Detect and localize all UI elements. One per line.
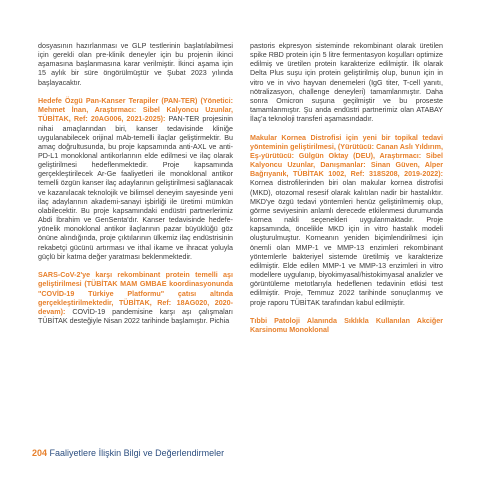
paragraph-text: Kornea distrofilerinden biri olan makular kornea distrofisi (MKD), otozomal resesif olarak kalıtılan nadir bir hastalıktır. MKD'ye özgü tedavi yöntemleri henüz geliştirilmemiş olup, görme seviyesinin anlamlı derecede etkilenmesi durumunda kornea nakli seçenekleri uygulanmaktadır. Proje kapsamında, öncelikle MKD için in vitro hastalık modeli oluşturulmuştur. Korneanın yeniden biçimlendirilmesi için önemli olan MMP-1 ve MMP-13 enzimleri rekombinant yöntemlerle bakteriyel sistemde üretilmiş ve karakterize edilmiştir. Elde edilen MMP-1 ve MMP-13 enzimleri in vitro modellere uygulanıp, biyokimyasal/histokimyasal analizler ve görüntüleme metotlarıyla hedeflenen tedavinin etkisi test edilmiştir. Proje, Temmuz 2022 tarihinde sonuçlanmış ve proje raporu TÜBİTAK tarafından kabul edilmiştir. <box>250 179 443 307</box>
paragraph <box>250 134 443 308</box>
left-column <box>38 42 233 326</box>
paragraph-text: dosyasının hazırlanması ve GLP testlerinin başlatılabilmesi için gerekli olan pre-klinik deneyler için bu projenin ikinci aşamasına başlanmasına karar verilmiştir. İkinci aşama için 15 aylık bir süre öngörülmüştür ve Şubat 2023 yılında başlayacaktır. <box>38 42 233 87</box>
paragraph <box>250 317 443 335</box>
page-number: 204 <box>32 448 48 458</box>
paragraph <box>38 271 233 326</box>
paragraph <box>250 42 443 124</box>
paragraph <box>38 42 233 88</box>
paragraph <box>38 97 233 262</box>
page-footer <box>32 448 224 458</box>
paragraph-heading: Tıbbi Patoloji Alanında Sıklıkla Kullanılan Akciğer Karsinomu Monoklonal <box>250 316 443 335</box>
paragraph-text: PAN-TER projesinin nihai amaçlarından biri, kanser tedavisinde kliniğe uygulanabilecek orijinal mAb-temelli ilaçlar geliştirmektir. Bu amaç doğrultusunda, bu proje kapsamında anti-AXL ve anti-PD-L1 monoklonal antikorlarının elde edilmesi ve ilaç olarak geliştirilmesi hedeflenmektedir. Proje kapsamında gerçekleştirilecek Ar-Ge faaliyetleri ile monoklonal antikor temelli özgün kanser ilaç adaylarının geliştirilmesi sağlanacak ve kazanılacak teknolojik ve bilimsel deneyim sayesinde yeni ilaç adaylarının akademi-sanayi işbirliği ile üretimi mümkün olabilecektir. Bu proje kapsamındaki endüstri partnerlerimiz Abdi İbrahim ve GenSenta'dır. Kanser tedavisinde hedefe-yönelik monoklonal antikor ilaçlarının pazar büyüklüğü göz önüne alındığında, proje çıktılarının ülkemiz ilaç endüstrisinin rekabetçi gücünü artırması ve ithal ikame ve ihracat yoluyla güçlü bir katma değer yaratması beklenmektedir. <box>38 115 233 261</box>
paragraph-text: pastoris ekpresyon sisteminde rekombinant olarak üretilen spike RBD protein için 5 litre fermentasyon koşulları optimize edilmiş ve üretilen protein karakterize edilmiştir. İlk olarak Delta Plus suşu için protein geliştirilmiş olup, bunun için in vitro ve in vivo hayvan denemeleri (IgG titer, T-cell yanıtı, nötralizasyon, challenge deneyleri) tamamlanmıştır. Daha sonra Omicron suşuna geçilmiştir ve bu proseste tamamlanmıştır. Şu anda endüstri partnerimiz olan ATABAY İlaç'a teknoloji transferi aşamasındadır. <box>250 42 443 124</box>
footer-title: Faaliyetlere İlişkin Bilgi ve Değerlendirmeler <box>49 448 225 458</box>
right-column <box>250 42 443 335</box>
paragraph-heading: SARS-CoV-2'ye karşı rekombinant protein temelli aşı geliştirilmesi (TÜBİTAK MAM GMBAE koordinasyonunda "COVİD-19 Türkiye Platformu" çatısı altında gerçekleştirilmektedir, TÜBİTAK, Ref: 18AG020, 2020-devam): <box>38 271 233 316</box>
paragraph-heading: Hedefe Özgü Pan-Kanser Terapiler (PAN-TER) (Yönetici: Mehmet İnan, Araştırmacı: Sibel Kalyoncu Uzunlar, TÜBİTAK, Ref: 20AG006, 2021-2025): <box>38 97 233 124</box>
paragraph-text: COVİD-19 pandemisine karşı aşı çalışmaları TÜBİTAK desteğiyle Nisan 2022 tarihinde başlamıştır. Pichia <box>38 307 233 325</box>
paragraph-heading: Makular Kornea Distrofisi için yeni bir topikal tedavi yönteminin geliştirilmesi, (Yürütücü: Canan Aslı Yıldırım, Eş-yürütücü: Gülgün Oktay (DEU), Araştırmacı: Sibel Kalyoncu Uzunlar, Danışmanlar: Sinan Güven, Alper Bağrıyanık, TÜBİTAK 1002, Ref: 318S208, 2019-2022): <box>250 133 443 179</box>
